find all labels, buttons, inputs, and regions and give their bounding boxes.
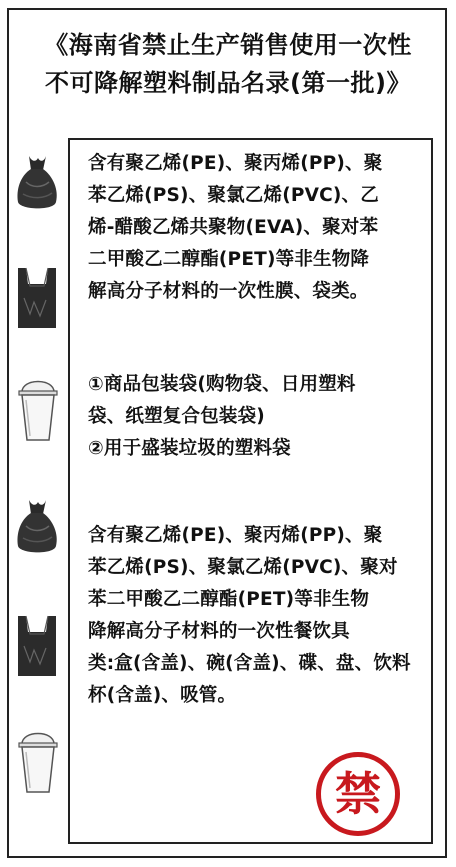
text-line: 苯乙烯(PS)、聚氯乙烯(PVC)、聚对 <box>88 557 398 578</box>
title-line-1: 《海南省禁止生产销售使用一次性 <box>44 31 412 59</box>
text-line: 含有聚乙烯(PE)、聚丙烯(PP)、聚 <box>88 153 383 174</box>
stamp-label: 禁 <box>335 767 381 821</box>
text-line: 袋、纸塑复合包装袋) <box>88 406 265 427</box>
text-line: 二甲酸乙二醇酯(PET)等非生物降 <box>88 249 370 270</box>
plastic-cup-icon <box>16 724 60 796</box>
title-line-2: 不可降解塑料制品名录(第一批)》 <box>45 69 411 97</box>
text-line: ②用于盛装垃圾的塑料袋 <box>88 438 291 459</box>
garbage-bag-icon <box>12 152 62 214</box>
text-line: 苯乙烯(PS)、聚氯乙烯(PVC)、乙 <box>88 185 379 206</box>
document-title <box>0 26 456 102</box>
shopping-bag-icon <box>14 610 60 680</box>
text-line: 含有聚乙烯(PE)、聚丙烯(PP)、聚 <box>88 525 383 546</box>
garbage-bag-icon <box>12 496 62 558</box>
text-line: 烯-醋酸乙烯共聚物(EVA)、聚对苯 <box>88 217 379 238</box>
text-line: 苯二甲酸乙二醇酯(PET)等非生物 <box>88 589 370 610</box>
plastic-cup-icon <box>16 372 60 444</box>
prohibited-stamp <box>316 752 400 836</box>
section-bag-types <box>88 369 428 465</box>
text-line: 杯(含盖)、吸管。 <box>88 685 237 706</box>
section-film-bags <box>88 148 428 308</box>
text-line: ①商品包装袋(购物袋、日用塑料 <box>88 374 356 395</box>
text-line: 解高分子材料的一次性膜、袋类。 <box>88 281 369 302</box>
shopping-bag-icon <box>14 262 60 332</box>
text-line: 降解高分子材料的一次性餐饮具 <box>88 621 350 642</box>
text-line: 类:盒(含盖)、碗(含盖)、碟、盘、饮料 <box>88 653 411 674</box>
section-tableware <box>88 520 428 712</box>
